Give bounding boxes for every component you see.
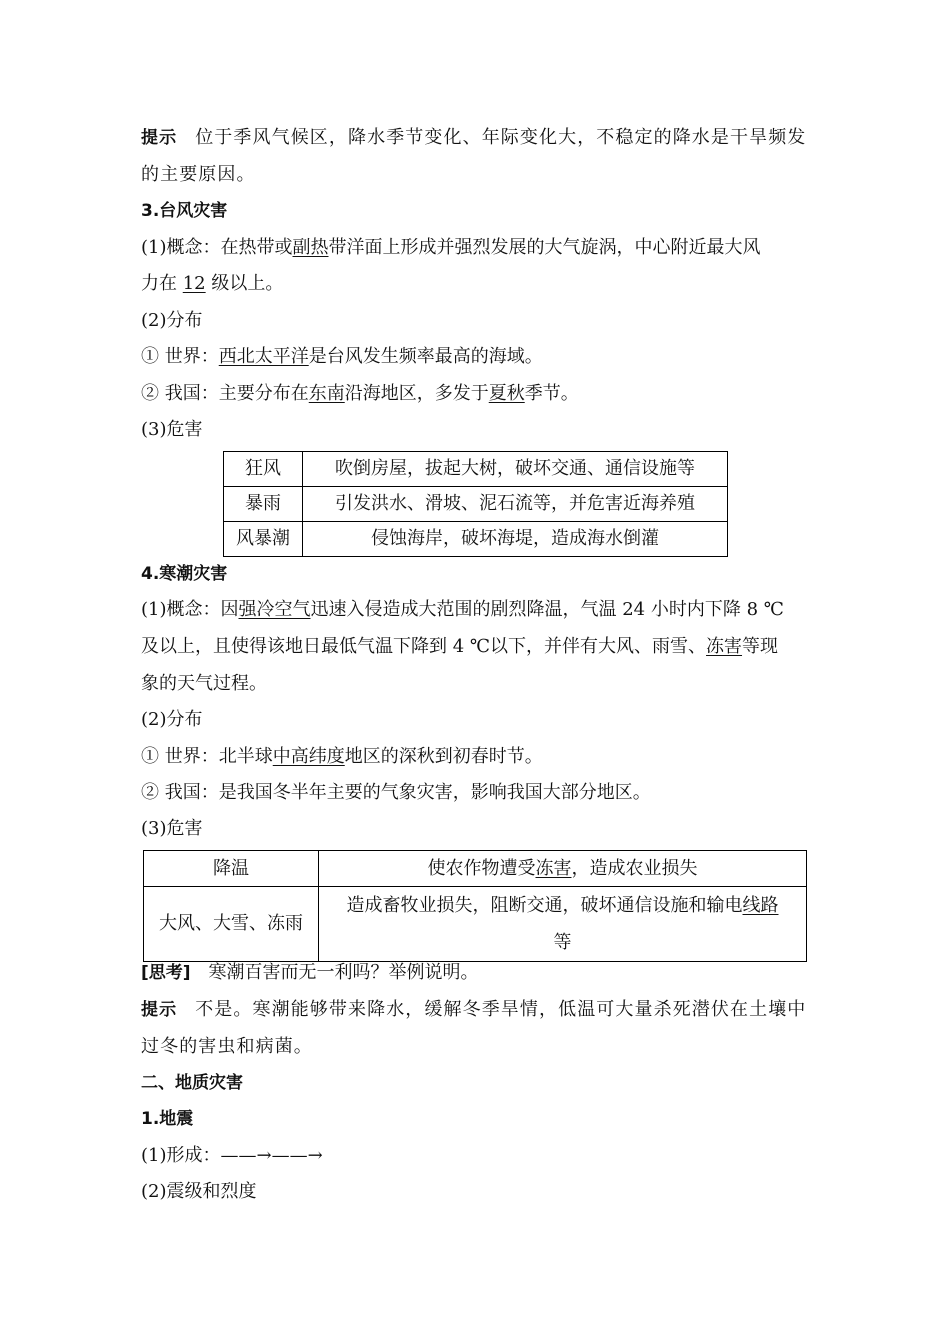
hint2-line1 <box>141 998 806 1022</box>
magnitude-title: (2)震级和烈度 <box>141 1181 257 1202</box>
think-line <box>141 961 479 985</box>
blank-answer: 12 <box>182 273 206 294</box>
table-row <box>144 887 807 962</box>
arrow-icon: ——→ <box>271 1145 323 1166</box>
typhoon-concept-line1: (1)概念：在热带或副热带洋面上形成并强烈发展的大气旋涡，中心附近最大风 <box>141 237 761 258</box>
think-text: 寒潮百害而无一利吗？举例说明。 <box>208 962 479 983</box>
blank-answer: 夏秋 <box>488 383 525 404</box>
harm-desc: 使农作物遭受冻害，造成农业损失 <box>319 851 807 887</box>
typhoon-dist-world: ① 世界：西北太平洋是台风发生频率最高的海域。 <box>141 346 543 367</box>
coldwave-concept-line3: 象的天气过程。 <box>141 673 267 694</box>
typhoon-concept-line2: 力在 12 级以上。 <box>141 273 284 294</box>
harm-name: 大风、大雪、冻雨 <box>144 887 319 962</box>
coldwave-title: 4.寒潮灾害 <box>141 564 228 584</box>
typhoon-title: 3.台风灾害 <box>141 201 228 221</box>
coldwave-dist-china: ② 我国：是我国冬半年主要的气象灾害，影响我国大部分地区。 <box>141 782 651 803</box>
harm-name: 风暴潮 <box>224 522 303 557</box>
table-row <box>144 851 807 887</box>
blank-answer: 西北太平洋 <box>218 346 309 367</box>
coldwave-concept-line1: (1)概念：因强冷空气迅速入侵造成大范围的剧烈降温，气温 24 小时内下降 8 ℃ <box>141 599 784 620</box>
blank-answer: 中高纬度 <box>272 746 345 767</box>
geo-title: 二、地质灾害 <box>141 1073 243 1093</box>
arrow-icon: ——→ <box>220 1145 272 1166</box>
harm-desc: 造成畜牧业损失，阻断交通，破坏通信设施和输电线路 等 <box>319 887 807 962</box>
table-row <box>224 487 728 522</box>
coldwave-dist-title: (2)分布 <box>141 709 203 730</box>
blank-answer: 强冷空气 <box>238 599 311 620</box>
hint1-line2: 的主要原因。 <box>141 164 256 185</box>
blank-answer: 冻害 <box>706 636 743 657</box>
typhoon-dist-china: ② 我国：主要分布在东南沿海地区，多发于夏秋季节。 <box>141 383 579 404</box>
table-row <box>224 522 728 557</box>
harm-name: 暴雨 <box>224 487 303 522</box>
hint2-line2: 过冬的害虫和病菌。 <box>141 1036 313 1057</box>
quake-title: 1.地震 <box>141 1109 194 1129</box>
blank-answer: 冻害 <box>535 857 572 879</box>
hint2-text: 不是。寒潮能够带来降水，缓解冬季旱情，低温可大量杀死潜伏在土壤中 <box>195 999 807 1020</box>
harm-name: 狂风 <box>224 452 303 487</box>
hint1-line1 <box>141 126 806 150</box>
table-row <box>224 452 728 487</box>
hint2-label: 提示 <box>141 1000 178 1020</box>
harm-desc: 吹倒房屋，拔起大树，破坏交通、通信设施等 <box>303 452 728 487</box>
hint1-label: 提示 <box>141 128 178 148</box>
blank-answer: 东南 <box>308 383 345 404</box>
harm-desc: 引发洪水、滑坡、泥石流等，并危害近海养殖 <box>303 487 728 522</box>
think-label: [思考] <box>141 963 191 983</box>
typhoon-dist-title: (2)分布 <box>141 310 203 331</box>
typhoon-harm-table <box>223 451 728 557</box>
harm-name: 降温 <box>144 851 319 887</box>
formation-line: (1)形成：——→——→ <box>141 1145 323 1166</box>
coldwave-concept-line2: 及以上，且使得该地日最低气温下降到 4 ℃以下，并伴有大风、雨雪、冻害等现 <box>141 636 779 657</box>
blank-answer: 线路 <box>742 895 779 916</box>
coldwave-harm-title: (3)危害 <box>141 818 203 839</box>
coldwave-harm-table <box>143 850 807 962</box>
harm-desc: 侵蚀海岸，破坏海堤，造成海水倒灌 <box>303 522 728 557</box>
typhoon-harm-title: (3)危害 <box>141 419 203 440</box>
coldwave-dist-world: ① 世界：北半球中高纬度地区的深秋到初春时节。 <box>141 746 543 767</box>
hint1-text: 位于季风气候区，降水季节变化、年际变化大，不稳定的降水是干旱频发 <box>195 127 807 148</box>
blank-answer: 副热 <box>292 237 329 258</box>
